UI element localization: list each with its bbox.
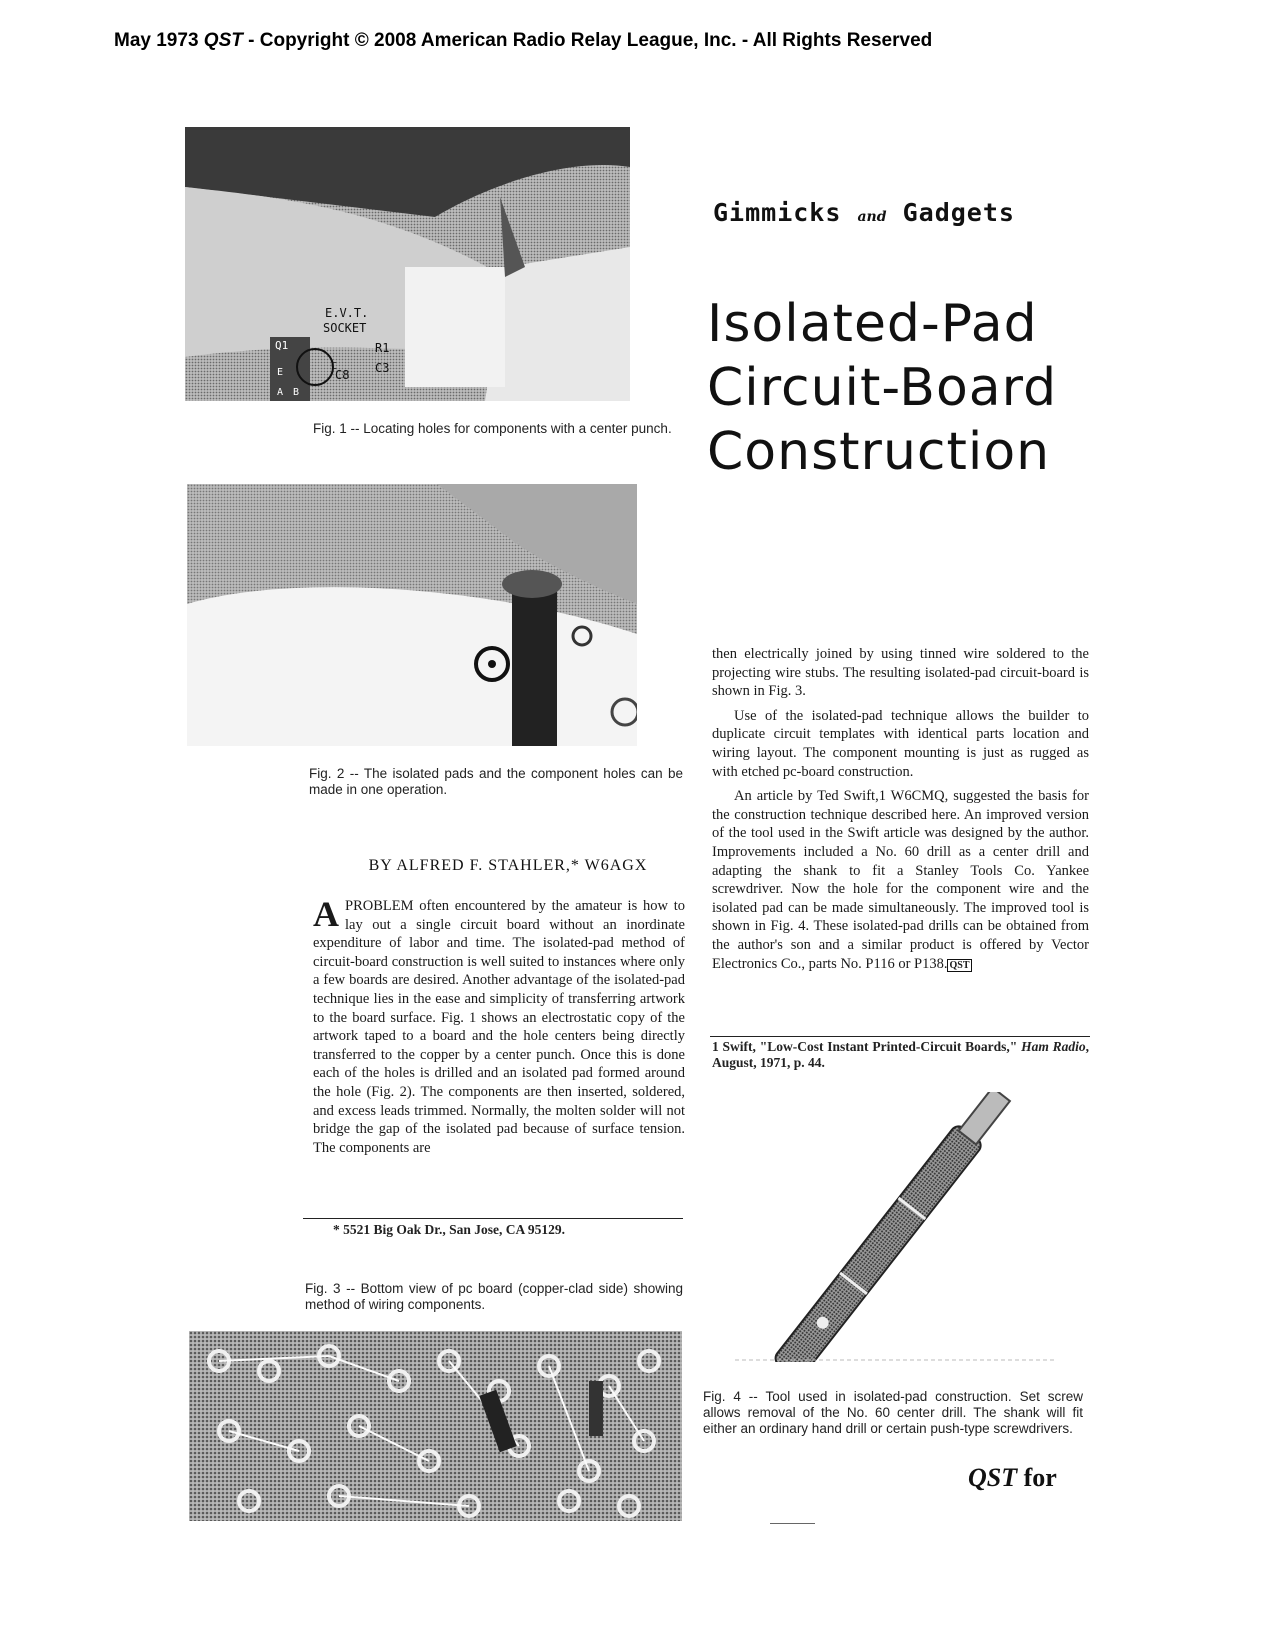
figure-1-photo <box>185 127 630 401</box>
figure-3-caption: Fig. 3 -- Bottom view of pc board (copper-clad side) showing method of wiring components. <box>305 1281 683 1312</box>
right-paragraph-3-text: An article by Ted Swift,1 W6CMQ, suggested the basis for the construction technique described here. An improved version of the tool used in the Swift article was designed by the author. Improvements included a No. 60 drill as a center drill and adapting the shank to fit a Stanley Tools Co. Yankee screwdriver. Now the hole for the component wire and the isolated pad can be made simultaneously. The improved tool is shown in Fig. 4. These isolated-pad drills can be obtained from the author's son and a similar product is offered by Vector Electronics Co., parts No. P116 or P138. <box>712 788 1089 972</box>
figure-2-caption: Fig. 2 -- The isolated pads and the component holes can be made in one operation. <box>309 766 683 797</box>
footnote-reference-end: , August, 1971, p. 44. <box>712 1039 1089 1070</box>
intro-paragraph-text: PROBLEM often encountered by the amateur is how to lay out a single circuit board without an inordinate expenditure of labor and time. The isolated-pad method of circuit-board construction is well suited to instances where only a few boards are desired. Another advantage of the isolated-pad technique lies in the ease and simplicity of transferring artwork to the board surface. Fig. 1 shows an electrostatic copy of the artwork taped to a board and the hole centers being directly transferred to the copper by a center punch. Once this is done each of the holes is drilled and an isolated pad formed around the hole (Fig. 2). The components are then inserted, soldered, and excess leads trimmed. Normally, the molten solder will not bridge the gap of the isolated pad because of surface tension. The components are <box>313 898 685 1156</box>
fig1-label-a: A <box>277 387 284 398</box>
title-line-1: Isolated-Pad <box>707 294 1038 354</box>
title-line-3: Construction <box>707 422 1051 482</box>
qst-end-mark: QST <box>949 959 970 971</box>
magazine-name: QST <box>203 30 243 51</box>
figure-1-caption: Fig. 1 -- Locating holes for components with a center punch. <box>313 421 672 436</box>
right-paragraph-2: Use of the isolated-pad technique allows the builder to duplicate circuit templates with identical parts location and wiring layout. The component mounting is just as rugged as with etched pc-board construction. <box>712 707 1089 780</box>
figure-4-photo <box>735 1092 1055 1362</box>
department-heading <box>713 198 1093 227</box>
article-title <box>707 292 1127 484</box>
left-footnote-rule <box>303 1218 683 1219</box>
fig1-label-q1: Q1 <box>275 339 289 352</box>
byline: BY ALFRED F. STAHLER,* W6AGX <box>368 857 648 874</box>
left-column-body <box>313 894 685 1163</box>
intro-paragraph <box>313 894 685 1157</box>
figure-2-photo <box>187 484 637 746</box>
drop-cap: A <box>313 894 339 934</box>
bottom-short-rule <box>770 1523 815 1524</box>
page-signoff <box>968 1463 1057 1493</box>
right-paragraph-1: then electrically joined by using tinned wire soldered to the projecting wire stubs. The resulting isolated-pad circuit-board is shown in Fig. 3. <box>712 646 1089 700</box>
footnote-reference: 1 Swift, "Low-Cost Instant Printed-Circuit Boards," <box>712 1039 1022 1054</box>
right-footnote-rule <box>710 1036 1090 1037</box>
right-paragraph-3 <box>712 787 1089 975</box>
fig1-label-b: B <box>293 387 300 398</box>
figure-3-photo <box>189 1331 682 1521</box>
author-address-footnote: * 5521 Big Oak Dr., San Jose, CA 95129. <box>333 1222 566 1237</box>
issue-date: May 1973 <box>114 30 199 51</box>
signoff-magazine: QST <box>968 1463 1018 1492</box>
fig1-label-c3: C3 <box>375 361 390 375</box>
department-word-right: Gadgets <box>902 198 1015 227</box>
copyright-header <box>114 30 1214 52</box>
right-column-body <box>712 645 1089 981</box>
swift-reference-footnote <box>712 1039 1089 1071</box>
fig1-label-e: E <box>277 367 284 378</box>
fig1-label-c8: C8 <box>335 368 350 382</box>
copyright-notice: - Copyright © 2008 American Radio Relay League, Inc. - All Rights Reserved <box>242 30 933 51</box>
fig1-label-evt: E.V.T. <box>325 306 369 320</box>
fig1-label-r1: R1 <box>375 341 390 355</box>
title-line-2: Circuit-Board <box>707 358 1058 418</box>
fig1-label-socket: SOCKET <box>323 321 367 335</box>
fig1-label-c: C <box>331 361 338 372</box>
signoff-word: for <box>1017 1463 1057 1492</box>
footnote-journal: Ham Radio <box>1021 1039 1086 1054</box>
department-word-and: and <box>857 209 887 225</box>
figure-4-caption: Fig. 4 -- Tool used in isolated-pad construction. Set screw allows removal of the No. 60 center drill. The shank will fit either an ordinary hand drill or certain push-type screwdrivers. <box>703 1389 1083 1436</box>
department-word-left: Gimmicks <box>713 198 842 227</box>
